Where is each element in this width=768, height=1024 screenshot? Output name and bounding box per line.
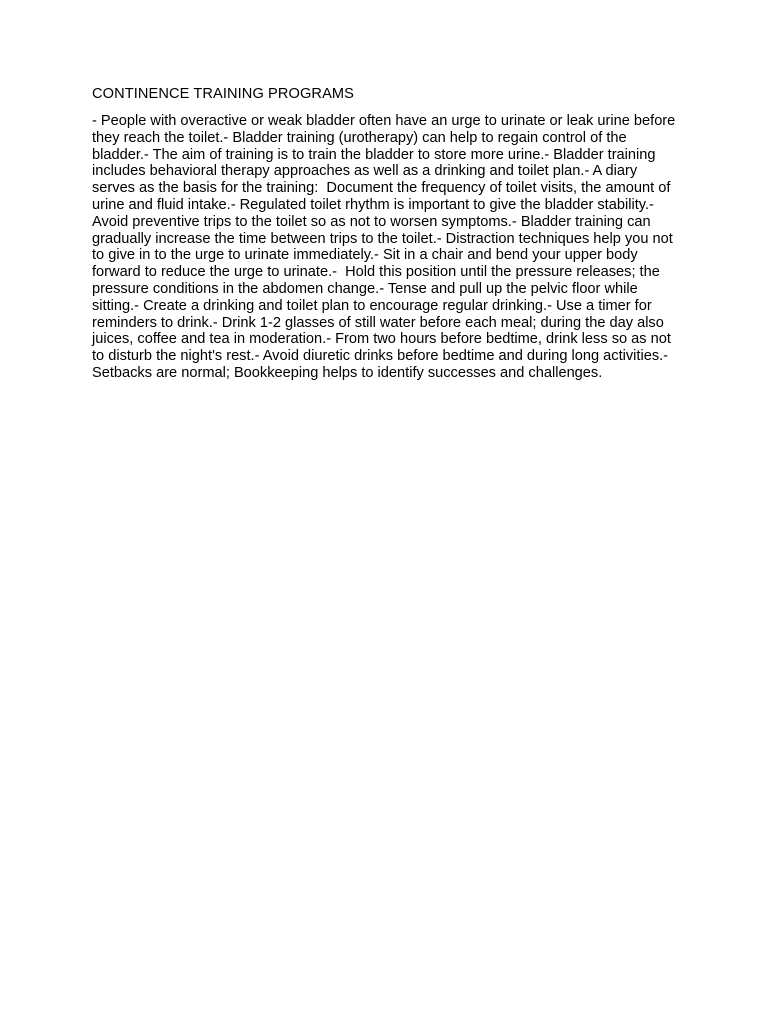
document-title: CONTINENCE TRAINING PROGRAMS	[92, 86, 354, 102]
document-body-paragraph: - People with overactive or weak bladder often have an urge to urinate or leak urine before they reach the toilet.- Bladder training (urotherapy) can help to regain control of the bladder.- The aim of training is to train the bladder to store more urine.- Bladder training includes behavioral therapy approaches as well as a drinking and toilet plan.- A diary serves as the basis for the training: Document the frequency of toilet visits, the amount of urine and fluid intake.- Regulated toilet rhythm is important to give the bladder stability.- Avoid preventive trips to the toilet so as not to worsen symptoms.- Bladder training can gradually increase the time between trips to the toilet.- Distraction techniques help you not to give in to the urge to urinate immediately.- Sit in a chair and bend your upper body forward to reduce the urge to urinate.- Hold this position until the pressure releases; the pressure conditions in the abdomen change.- Tense and pull up the pelvic floor while sitting.- Create a drinking and toilet plan to encourage regular drinking.- Use a timer for reminders to drink.- Drink 1-2 glasses of still water before each meal; during the day also juices, coffee and tea in moderation.- From two hours before bedtime, drink less so as not to disturb the night's rest.- Avoid diuretic drinks before bedtime and during long activities.- Setbacks are normal; Bookkeeping helps to identify successes and challenges.	[92, 113, 680, 381]
document-content	[92, 84, 682, 382]
